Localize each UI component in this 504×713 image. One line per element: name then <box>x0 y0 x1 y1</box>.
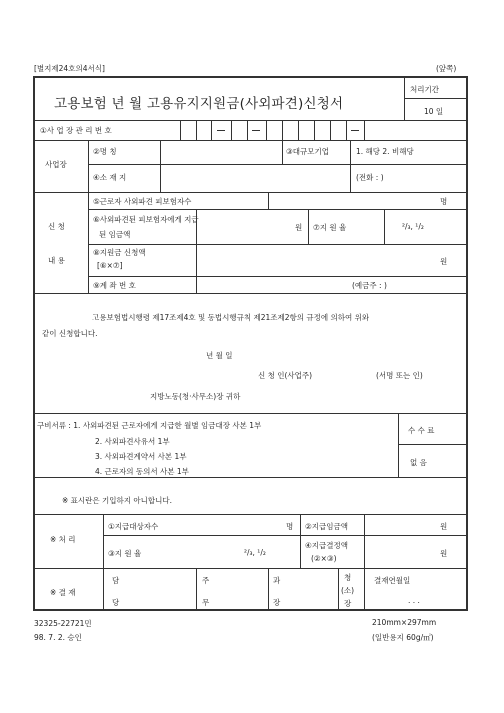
reg-dash <box>351 130 359 131</box>
reg-box <box>330 120 331 140</box>
approval-c1-bot: 당 <box>112 598 120 607</box>
divider <box>88 164 467 165</box>
divider <box>33 192 467 193</box>
divider <box>88 276 467 277</box>
processing-period-label: 처리기간 <box>410 85 439 94</box>
footer-approval-date: 98. 7. 2. 승인 <box>34 633 82 642</box>
account-holder-field: (예금주 : ) <box>352 281 387 290</box>
reg-box <box>298 120 299 140</box>
divider <box>384 209 385 244</box>
divider <box>33 568 467 569</box>
row9-label: ⑨계 좌 번 호 <box>93 281 136 290</box>
approval-c3-bot: 장 <box>273 598 281 607</box>
proc-r1b-label: ②지급임금액 <box>305 522 348 531</box>
business-reg-label: ①사 업 장 관 리 번 호 <box>40 126 112 135</box>
footer-size: 210mm×297mm <box>372 618 437 627</box>
footer-paper: (일반용지 60g/㎡) <box>372 633 434 642</box>
proc-r1-label: ①지급대상자수 <box>108 522 159 531</box>
divider <box>300 514 301 568</box>
row8-label-2: [⑥×⑦] <box>97 261 123 270</box>
divider <box>404 98 466 99</box>
divider <box>103 535 467 536</box>
document-item: 3. 사외파견계약서 사본 1부 <box>95 452 187 461</box>
application-group-label-2: 내 용 <box>48 256 65 265</box>
divider <box>268 568 269 610</box>
application-group-label-1: 신 청 <box>48 222 65 231</box>
statement-date: 년 월 일 <box>206 351 233 360</box>
proc-r2-label: ③지 원 율 <box>108 549 142 558</box>
approval-c4-mid: (소) <box>341 586 355 595</box>
statement-line1: 고용보험법시행령 제17조제4호 및 동법시행규칙 제21조제2항의 규정에 의하여 위와 <box>92 313 370 322</box>
footer-code: 32325-22721민 <box>34 619 92 628</box>
documents-heading: 구비서류 : 1. 사외파견된 근로자에게 지급한 월별 임금대장 사본 1부 <box>37 421 262 430</box>
frame-right <box>466 76 468 610</box>
processing-period-value: 10 일 <box>424 107 444 116</box>
row8-label-1: ⑧지원금 신청액 <box>93 248 146 257</box>
divider <box>88 140 89 192</box>
divider <box>350 140 351 164</box>
row6-unit: 원 <box>295 223 303 232</box>
divider <box>268 192 269 209</box>
divider <box>398 444 466 445</box>
approval-date-label: 결재연월일 <box>374 576 411 585</box>
approval-c4-bot: 장 <box>344 599 352 608</box>
phone-field: (전화 : ) <box>356 173 384 182</box>
divider <box>282 140 283 164</box>
divider <box>338 568 339 610</box>
divider <box>180 120 181 140</box>
reg-box <box>247 120 248 140</box>
reg-box <box>231 120 232 140</box>
row7-label: ⑦지 원 율 <box>313 223 347 232</box>
divider <box>33 120 467 121</box>
approval-c4-top: 청 <box>344 573 352 582</box>
divider <box>196 244 197 276</box>
divider <box>196 568 197 610</box>
reg-box <box>266 120 267 140</box>
divider <box>88 244 467 245</box>
proc-r1b-unit: 원 <box>440 522 448 531</box>
approval-label: ※ 결 재 <box>50 588 76 597</box>
reg-box <box>346 120 347 140</box>
approval-c2-bot: 무 <box>202 598 210 607</box>
proc-r2b-unit: 원 <box>440 549 448 558</box>
approval-date-value: . . . <box>408 596 420 605</box>
proc-r2b-label-1: ④지급결정액 <box>305 541 348 550</box>
divider <box>103 568 104 610</box>
row8-unit: 원 <box>440 257 448 266</box>
row7-value: ²/₃, ¹/₂ <box>402 222 424 231</box>
divider <box>398 413 399 477</box>
divider <box>33 514 467 515</box>
addressee: 지방노동(청·사무소)장 귀하 <box>150 392 241 401</box>
reg-dash <box>252 130 260 131</box>
workplace-name-label: ②명 칭 <box>93 147 117 156</box>
form-number: [별지제24호의4서식] <box>34 64 105 73</box>
proc-r2b-label-2: (②×③) <box>311 554 337 563</box>
applicant-label: 신 청 인(사업주) <box>258 371 313 380</box>
divider <box>196 276 197 293</box>
reg-dash <box>217 130 225 131</box>
proc-r2-value: ²/₃, ¹/₂ <box>244 548 266 557</box>
divider <box>103 514 104 568</box>
divider <box>350 164 351 192</box>
row5-label: ⑤근로자 사외파견 피보험자수 <box>93 197 192 206</box>
divider <box>308 209 309 244</box>
divider <box>196 209 197 244</box>
row6-label-1: ⑥사외파견된 피보험자에게 지급 <box>93 215 199 224</box>
reg-box <box>314 120 315 140</box>
row5-unit: 명 <box>440 197 448 206</box>
row6-label-2: 된 임금액 <box>99 230 131 239</box>
divider <box>33 413 467 414</box>
divider <box>33 293 467 294</box>
reg-box <box>196 120 197 140</box>
frame-top <box>33 76 467 78</box>
address-label: ④소 재 지 <box>93 173 127 182</box>
processing-label: ※ 처 리 <box>50 535 76 544</box>
reg-box <box>282 120 283 140</box>
fee-value: 없 음 <box>410 458 427 467</box>
proc-r1-unit: 명 <box>286 522 294 531</box>
divider <box>33 140 467 141</box>
approval-c3-top: 과 <box>273 576 281 585</box>
large-company-options: 1. 해당 2. 비해당 <box>356 147 414 156</box>
divider <box>33 477 467 478</box>
approval-c1-top: 담 <box>112 576 120 585</box>
signature-label: (서명 또는 인) <box>376 371 423 380</box>
divider <box>160 140 161 192</box>
frame-bottom <box>33 609 468 611</box>
page-side: (앞쪽) <box>436 64 457 73</box>
approval-c2-top: 주 <box>202 576 210 585</box>
divider <box>88 209 467 210</box>
divider <box>364 568 365 610</box>
reg-box <box>364 120 365 140</box>
frame-left <box>33 76 35 610</box>
document-item: 4. 근로자의 동의서 사본 1부 <box>95 467 189 476</box>
fee-label: 수 수 료 <box>408 426 435 435</box>
statement-line2: 같이 신청합니다. <box>42 329 98 338</box>
document-item: 2. 사외파견사유서 1부 <box>95 437 170 446</box>
reg-box <box>211 120 212 140</box>
divider <box>364 514 365 568</box>
form-title: 고용보험 년 월 고용유지지원금(사외파견)신청서 <box>54 96 344 112</box>
note-text: ※ 표시란은 기입하지 아니합니다. <box>62 496 173 505</box>
large-company-label: ③대규모기업 <box>286 147 329 156</box>
divider <box>88 192 89 293</box>
workplace-group-label: 사업장 <box>45 160 67 169</box>
